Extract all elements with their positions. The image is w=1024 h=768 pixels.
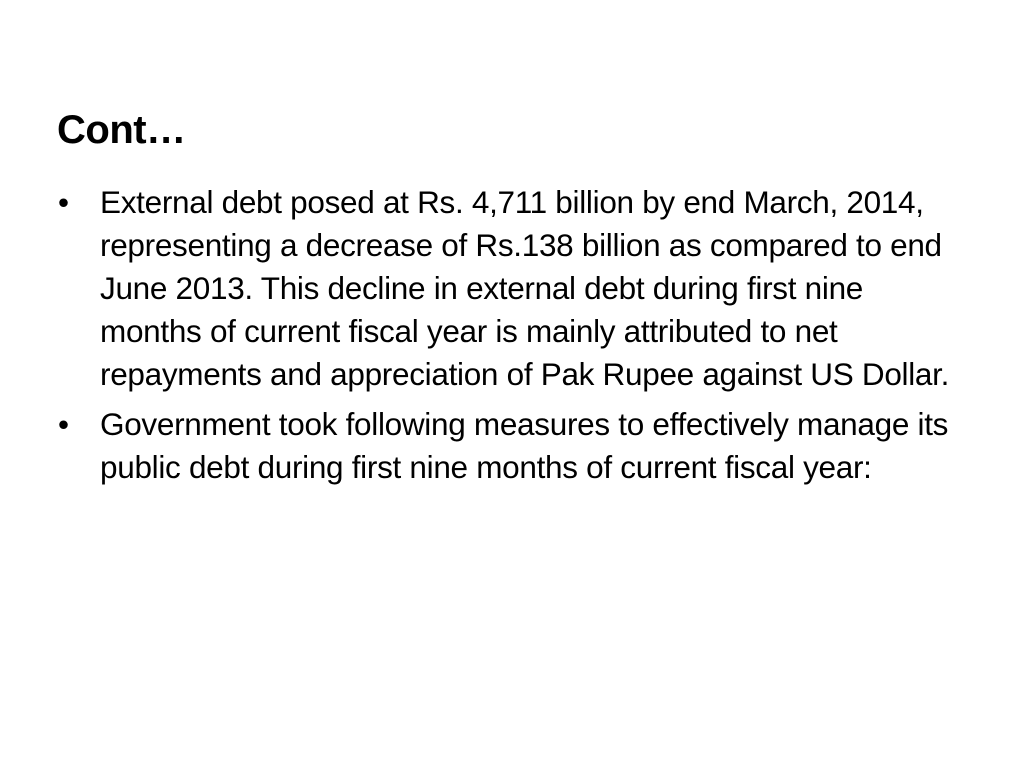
bullet-item-external-debt: [58, 181, 970, 396]
slide-title: Cont…: [57, 108, 186, 152]
bullet-list: [58, 181, 970, 496]
bullet-item-government-measures: [58, 403, 970, 489]
bullet-text: External debt posed at Rs. 4,711 billion by end March, 2014, representing a decrease of Rs.138 billion as compared to end June 2013. This decline in external debt during first nine months of current fiscal year is mainly attributed to net repayments and appreciation of Pak Rupee against US Dollar.: [100, 184, 950, 392]
bullet-marker: •: [58, 406, 69, 442]
bullet-marker: •: [58, 184, 69, 220]
bullet-text: Government took following measures to effectively manage its public debt during first nine months of current fiscal year:: [100, 406, 949, 485]
